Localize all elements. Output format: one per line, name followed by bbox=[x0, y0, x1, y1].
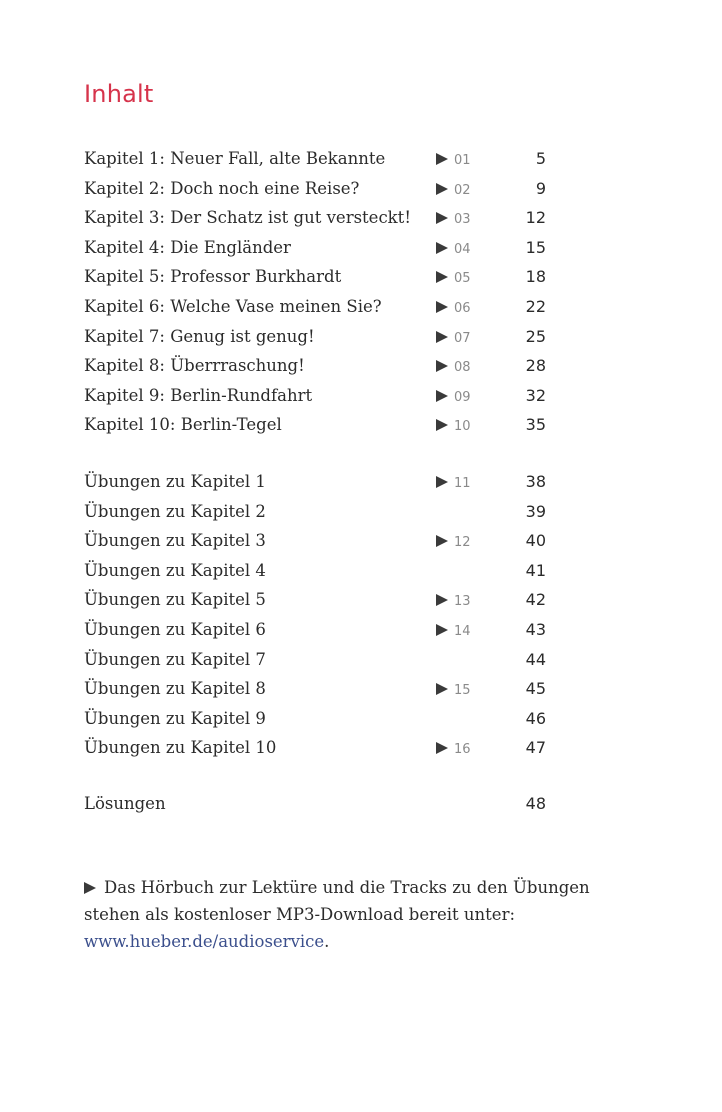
track-number: 03 bbox=[454, 212, 471, 228]
toc-row[interactable] bbox=[84, 292, 554, 322]
toc-row[interactable] bbox=[84, 556, 554, 586]
toc-label: Übungen zu Kapitel 6 bbox=[84, 619, 266, 639]
track-number: 15 bbox=[454, 683, 471, 699]
toc-label: Kapitel 10: Berlin-Tegel bbox=[84, 415, 282, 435]
toc-label: Lösungen bbox=[84, 794, 166, 813]
toc-label: Kapitel 6: Welche Vase meinen Sie? bbox=[84, 296, 382, 316]
track-number: 10 bbox=[454, 419, 471, 435]
play-icon bbox=[436, 360, 448, 372]
exercise-list bbox=[84, 467, 554, 763]
toc-row[interactable] bbox=[84, 410, 554, 440]
track-number: 16 bbox=[454, 742, 471, 758]
toc-row[interactable] bbox=[84, 645, 554, 675]
toc-label: Kapitel 2: Doch noch eine Reise? bbox=[84, 178, 360, 198]
toc-row[interactable] bbox=[84, 526, 554, 556]
audio-track[interactable] bbox=[436, 203, 471, 235]
play-icon bbox=[436, 212, 448, 224]
toc-label: Kapitel 7: Genug ist genug! bbox=[84, 326, 315, 346]
toc-page-number: 15 bbox=[525, 237, 546, 257]
toc-row[interactable] bbox=[84, 381, 554, 411]
toc-label: Übungen zu Kapitel 8 bbox=[84, 679, 266, 699]
toc-page-number: 32 bbox=[525, 385, 546, 405]
play-icon bbox=[436, 183, 448, 195]
track-number: 06 bbox=[454, 300, 471, 316]
track-number: 07 bbox=[454, 330, 471, 346]
toc-page-number: 48 bbox=[525, 794, 546, 813]
audio-track[interactable] bbox=[436, 733, 471, 765]
play-icon bbox=[436, 242, 448, 254]
audio-track[interactable] bbox=[436, 526, 471, 558]
play-icon bbox=[436, 683, 448, 695]
toc-label: Kapitel 4: Die Engländer bbox=[84, 237, 291, 257]
toc-page-number: 47 bbox=[525, 738, 546, 758]
toc-page-number: 44 bbox=[525, 649, 546, 669]
note-line-1: Das Hörbuch zur Lektüre und die Tracks zu den Übungen bbox=[104, 878, 590, 897]
toc-row[interactable] bbox=[84, 351, 554, 381]
solutions-list bbox=[84, 789, 554, 819]
track-number: 04 bbox=[454, 241, 471, 257]
toc-page-number: 39 bbox=[525, 501, 546, 521]
toc-page-number: 22 bbox=[525, 296, 546, 316]
play-icon bbox=[436, 419, 448, 431]
toc-row[interactable] bbox=[84, 203, 554, 233]
toc-page-number: 43 bbox=[525, 619, 546, 639]
toc-page-number: 5 bbox=[535, 149, 546, 168]
toc-label: Übungen zu Kapitel 7 bbox=[84, 649, 266, 669]
toc-row[interactable] bbox=[84, 615, 554, 645]
play-icon bbox=[436, 271, 448, 283]
play-icon bbox=[436, 476, 448, 488]
toc-label: Kapitel 5: Professor Burkhardt bbox=[84, 267, 342, 287]
toc-row[interactable] bbox=[84, 467, 554, 497]
audio-track[interactable] bbox=[436, 233, 471, 265]
toc-page-number: 45 bbox=[525, 679, 546, 699]
toc-label: Übungen zu Kapitel 2 bbox=[84, 501, 266, 521]
toc-row[interactable] bbox=[84, 497, 554, 527]
play-icon bbox=[436, 390, 448, 402]
toc-row[interactable] bbox=[84, 233, 554, 263]
audioservice-link[interactable]: www.hueber.de/audioservice bbox=[84, 932, 325, 951]
toc-row-solutions[interactable] bbox=[84, 789, 554, 819]
toc-label: Kapitel 1: Neuer Fall, alte Bekannte bbox=[84, 149, 386, 168]
audio-track[interactable] bbox=[436, 262, 471, 294]
toc-page-number: 35 bbox=[525, 415, 546, 435]
play-icon bbox=[436, 301, 448, 313]
note-link-suffix: . bbox=[324, 932, 330, 951]
track-number: 05 bbox=[454, 271, 471, 287]
audio-track[interactable] bbox=[436, 351, 471, 383]
toc-label: Kapitel 9: Berlin-Rundfahrt bbox=[84, 385, 313, 405]
audio-track[interactable] bbox=[436, 174, 471, 206]
toc-page-number: 46 bbox=[525, 708, 546, 728]
toc-row[interactable] bbox=[84, 322, 554, 352]
track-number: 11 bbox=[454, 476, 471, 491]
toc-label: Übungen zu Kapitel 4 bbox=[84, 560, 266, 580]
toc-row[interactable] bbox=[84, 674, 554, 704]
track-number: 13 bbox=[454, 594, 471, 610]
play-icon bbox=[436, 331, 448, 343]
audio-track[interactable] bbox=[436, 381, 471, 413]
toc-row[interactable] bbox=[84, 733, 554, 763]
toc-page-number: 18 bbox=[525, 267, 546, 287]
toc-label: Übungen zu Kapitel 9 bbox=[84, 708, 266, 728]
track-number: 14 bbox=[454, 623, 471, 639]
audio-track[interactable] bbox=[436, 674, 471, 706]
track-number: 08 bbox=[454, 360, 471, 376]
toc-row[interactable] bbox=[84, 704, 554, 734]
toc-label: Übungen zu Kapitel 3 bbox=[84, 531, 266, 551]
toc-page-number: 9 bbox=[535, 178, 546, 198]
page-title: Inhalt bbox=[84, 80, 154, 108]
toc-page-number: 38 bbox=[525, 472, 546, 491]
play-icon bbox=[436, 742, 448, 754]
toc-label: Kapitel 3: Der Schatz ist gut versteckt! bbox=[84, 208, 411, 228]
audio-track[interactable] bbox=[436, 410, 471, 442]
audio-note bbox=[84, 874, 604, 955]
toc-page-number: 12 bbox=[525, 208, 546, 228]
track-number: 09 bbox=[454, 389, 471, 405]
chapter-list bbox=[84, 144, 554, 440]
toc-row[interactable] bbox=[84, 262, 554, 292]
audio-track[interactable] bbox=[436, 322, 471, 354]
toc-label: Übungen zu Kapitel 1 bbox=[84, 472, 266, 491]
track-number: 12 bbox=[454, 535, 471, 551]
track-number: 01 bbox=[454, 153, 471, 168]
note-line-2: stehen als kostenloser MP3-Download bereit unter: bbox=[84, 905, 516, 924]
toc-label: Übungen zu Kapitel 5 bbox=[84, 590, 266, 610]
toc-page-number: 25 bbox=[525, 326, 546, 346]
audio-track[interactable] bbox=[436, 615, 471, 647]
play-icon bbox=[84, 882, 96, 894]
play-icon bbox=[436, 153, 448, 165]
toc-row[interactable] bbox=[84, 144, 554, 174]
track-number: 02 bbox=[454, 182, 471, 198]
audio-track[interactable] bbox=[436, 292, 471, 324]
toc-label: Kapitel 8: Überrraschung! bbox=[84, 356, 305, 376]
toc-page-number: 41 bbox=[525, 560, 546, 580]
audio-track[interactable] bbox=[436, 585, 471, 617]
toc-row[interactable] bbox=[84, 174, 554, 204]
toc-row[interactable] bbox=[84, 585, 554, 615]
toc-page-number: 42 bbox=[525, 590, 546, 610]
toc-page-number: 40 bbox=[525, 531, 546, 551]
audio-track[interactable] bbox=[436, 144, 471, 176]
audio-track[interactable] bbox=[436, 467, 471, 499]
play-icon bbox=[436, 624, 448, 636]
toc-label: Übungen zu Kapitel 10 bbox=[84, 738, 277, 758]
play-icon bbox=[436, 535, 448, 547]
toc-page-number: 28 bbox=[525, 356, 546, 376]
play-icon bbox=[436, 594, 448, 606]
